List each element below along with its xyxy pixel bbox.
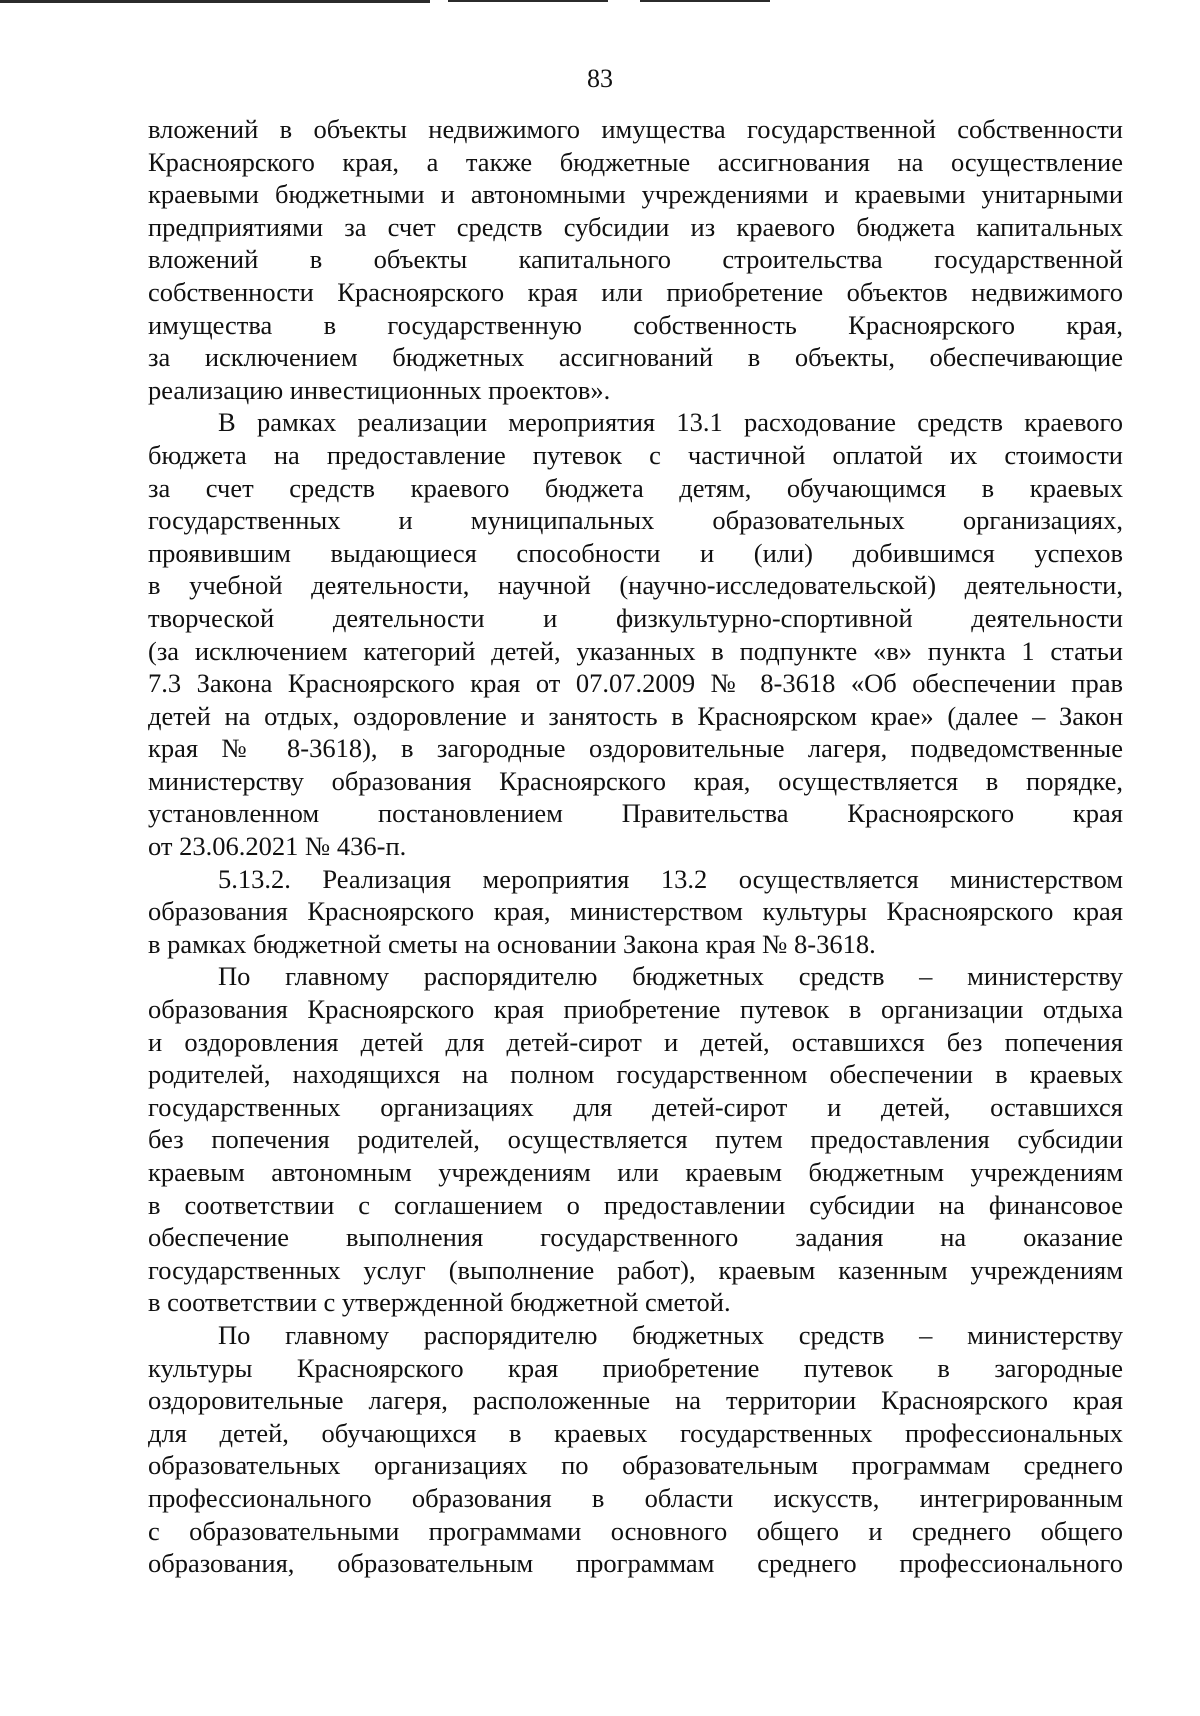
text-line: министерству образования Красноярского края, осуществляется в порядке, xyxy=(148,765,1123,796)
page-number: 83 xyxy=(587,64,613,93)
text-line: в рамках бюджетной сметы на основании Закона края № 8-3618. xyxy=(148,928,876,959)
paragraph-2 xyxy=(148,406,1123,862)
text-line: творческой деятельности и физкультурно-спортивной деятельности xyxy=(148,602,1123,633)
text-line: и оздоровления детей для детей-сирот и детей, оставшихся без попечения xyxy=(148,1026,1123,1057)
text-line: государственных и муниципальных образовательных организациях, xyxy=(148,505,1123,536)
text-line: профессионального образования в области искусств, интегрированным xyxy=(148,1482,1123,1513)
text-line: предприятиями за счет средств субсидии из краевого бюджета капитальных xyxy=(148,211,1123,242)
text-line: в учебной деятельности, научной (научно-исследовательской) деятельности, xyxy=(148,570,1123,601)
text-line: детей на отдых, оздоровление и занятость в Красноярском крае» (далее – Закон xyxy=(148,700,1123,731)
text-line: в соответствии с утвержденной бюджетной сметой. xyxy=(148,1287,731,1318)
text-line: обеспечение выполнения государственного задания на оказание xyxy=(148,1222,1123,1253)
text-line: По главному распорядителю бюджетных средств – министерству xyxy=(218,1319,1123,1350)
text-line: образования Красноярского края, министерством культуры Красноярского края xyxy=(148,896,1123,927)
paragraph-1 xyxy=(148,113,1123,406)
text-line: По главному распорядителю бюджетных средств – министерству xyxy=(218,961,1123,992)
text-line: В рамках реализации мероприятия 13.1 расходование средств краевого xyxy=(218,407,1123,438)
text-line: реализацию инвестиционных проектов». xyxy=(148,374,611,405)
text-line: родителей, находящихся на полном государственном обеспечении в краевых xyxy=(148,1059,1123,1090)
text-line: образовательных организациях по образовательным программам среднего xyxy=(148,1450,1123,1481)
text-line: от 23.06.2021 № 436-п. xyxy=(148,831,407,862)
text-line: оздоровительные лагеря, расположенные на территории Красноярского края xyxy=(148,1385,1123,1416)
text-line: вложений в объекты недвижимого имущества государственной собственности xyxy=(148,114,1123,144)
text-line: образования, образовательным программам среднего профессионального xyxy=(148,1548,1123,1579)
text-line: 5.13.2. Реализация мероприятия 13.2 осуществляется министерством xyxy=(218,863,1123,894)
scan-edge-line xyxy=(448,0,608,2)
text-line: образования Красноярского края приобретение путевок в организации отдыха xyxy=(148,994,1123,1025)
paragraph-3 xyxy=(148,863,1123,961)
text-line: (за исключением категорий детей, указанных в подпункте «в» пункта 1 статьи xyxy=(148,635,1123,666)
text-line: краевым автономным учреждениям или краевым бюджетным учреждениям xyxy=(148,1157,1123,1187)
scan-edge-line xyxy=(0,0,430,3)
text-line: за исключением бюджетных ассигнований в объекты, обеспечивающие xyxy=(148,342,1123,373)
text-line: 7.3 Закона Красноярского края от 07.07.2009 № 8-3618 «Об обеспечении прав xyxy=(148,668,1123,699)
text-line: для детей, обучающихся в краевых государственных профессиональных xyxy=(148,1417,1123,1448)
text-line: Красноярского края, а также бюджетные ассигнования на осуществление xyxy=(148,146,1123,177)
text-line: в соответствии с соглашением о предоставлении субсидии на финансовое xyxy=(148,1189,1123,1220)
text-line: установленном постановлением Правительства Красноярского края xyxy=(148,798,1123,829)
text-line: вложений в объекты капитального строительства государственной xyxy=(148,244,1123,275)
document-body xyxy=(148,113,1123,1580)
text-line: за счет средств краевого бюджета детям, обучающимся в краевых xyxy=(148,472,1123,503)
text-line: края № 8-3618), в загородные оздоровительные лагеря, подведомственные xyxy=(148,733,1123,764)
text-line: бюджета на предоставление путевок с частичной оплатой их стоимости xyxy=(148,439,1123,470)
paragraph-5 xyxy=(148,1319,1123,1580)
text-line: имущества в государственную собственность Красноярского края, xyxy=(148,309,1123,340)
text-line: культуры Красноярского края приобретение путевок в загородные xyxy=(148,1352,1123,1383)
paragraph-4 xyxy=(148,960,1123,1319)
text-line: государственных организациях для детей-сирот и детей, оставшихся xyxy=(148,1091,1123,1122)
text-line: с образовательными программами основного общего и среднего общего xyxy=(148,1515,1123,1546)
text-line: собственности Красноярского края или приобретение объектов недвижимого xyxy=(148,276,1123,307)
scan-edge-line xyxy=(640,0,770,2)
text-line: без попечения родителей, осуществляется путем предоставления субсидии xyxy=(148,1124,1123,1155)
text-line: проявившим выдающиеся способности и (или) добившимся успехов xyxy=(148,537,1123,568)
text-line: краевыми бюджетными и автономными учреждениями и краевыми унитарными xyxy=(148,179,1123,210)
text-line: государственных услуг (выполнение работ), краевым казенным учреждениям xyxy=(148,1254,1123,1285)
